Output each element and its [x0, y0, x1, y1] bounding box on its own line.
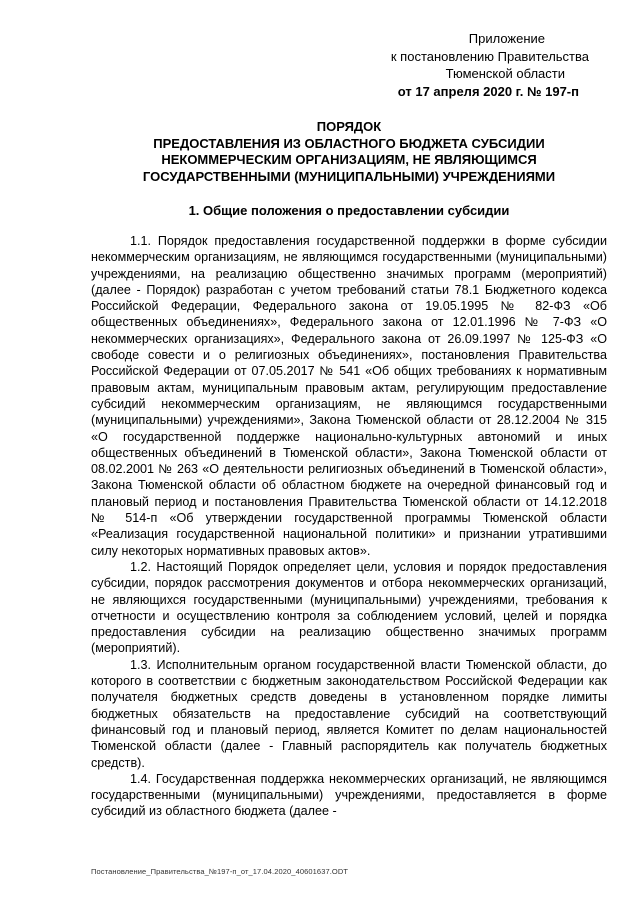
appendix-date-number: от 17 апреля 2020 г. № 197-п	[397, 83, 579, 99]
appendix-decree-ref: к постановлению Правительства	[390, 48, 589, 64]
appendix-label: Приложение	[468, 31, 545, 46]
title-line-4: ГОСУДАРСТВЕННЫМИ (МУНИЦИПАЛЬНЫМИ) УЧРЕЖДЕНИЯМИ	[142, 168, 556, 184]
paragraph-1-3: 1.3. Исполнительным органом государственной власти Тюменской области, до которого в соответствии с бюджетным законодательством Российской Федерации как получателя бюджетных средств доведены в установленном порядке лимиты бюджетных обязательств на предоставление субсидий на соответствующий финансовый год и плановый период, является Комитет по делам национальностей Тюменской области (далее - Главный распорядитель как получатель бюджетных средств).	[91, 657, 607, 770]
appendix-region: Тюменской области	[445, 66, 565, 81]
document-footer: Постановление_Правительства_№197-п_от_17.04.2020_40601637.ODT	[91, 867, 349, 876]
paragraph-1-4: 1.4. Государственная поддержка некоммерческих организаций, не являющимся государственными (муниципальными) учреждениями, предоставляется в форме субсидий из областного бюджета (далее -	[91, 771, 607, 819]
title-line-3: НЕКОММЕРЧЕСКИМ ОРГАНИЗАЦИЯМ, НЕ ЯВЛЯЮЩИМСЯ	[161, 152, 537, 167]
title-line-1: ПОРЯДОК	[316, 119, 382, 134]
section-heading: 1. Общие положения о предоставлении субсидии	[188, 203, 510, 218]
title-line-2: ПРЕДОСТАВЛЕНИЯ ИЗ ОБЛАСТНОГО БЮДЖЕТА СУБСИДИИ	[153, 135, 545, 151]
document-body	[91, 233, 607, 820]
paragraph-1-1: 1.1. Порядок предоставления государственной поддержки в форме субсидии некоммерческим организациям, не являющимся государственными (муниципальными) учреждениями, на реализацию общественно значимых программ (мероприятий) (далее - Порядок) разработан с учетом требований статьи 78.1 Бюджетного кодекса Российской Федерации, Федерального закона от 19.05.1995 № 82-ФЗ «Об общественных объединениях», Федерального закона от 12.01.1996 № 7-ФЗ «О некоммерческих организациях», Федерального закона от 26.09.1997 № 125-ФЗ «О свободе совести и о религиозных объединениях», постановления Правительства Российской Федерации от 07.05.2017 № 541 «Об общих требованиях к нормативным правовым актам, муниципальным правовым актам, регулирующим предоставление субсидий некоммерческим организациям, не являющимся государственными (муниципальными) учреждениями», Закона Тюменской области от 28.12.2004 № 315 «О государственной поддержке национально-культурных автономий и иных общественных объединений в Тюменской области», Закона Тюменской области от 08.02.2001 № 263 «О деятельности религиозных объединений в Тюменской области», Закона Тюменской области об областном бюджете на очередной финансовый год и плановый период и постановления Правительства Тюменской области от 14.12.2018 № 514-п «Об утверждении государственной программы Тюменской области «Реализация государственной национальной политики» и признании утратившими силу некоторых нормативных правовых актов».	[91, 234, 607, 558]
paragraph-1-2: 1.2. Настоящий Порядок определяет цели, условия и порядок предоставления субсидии, порядок рассмотрения документов и отбора некоммерческих организаций, не являющихся государственными (муниципальными) учреждениями, требования к отчетности и осуществлению контроля за соблюдением условий, целей и порядка предоставления субсидии на реализацию общественно значимых программ (мероприятий).	[91, 559, 607, 656]
appendix-header	[91, 30, 607, 100]
document-title	[91, 119, 607, 185]
